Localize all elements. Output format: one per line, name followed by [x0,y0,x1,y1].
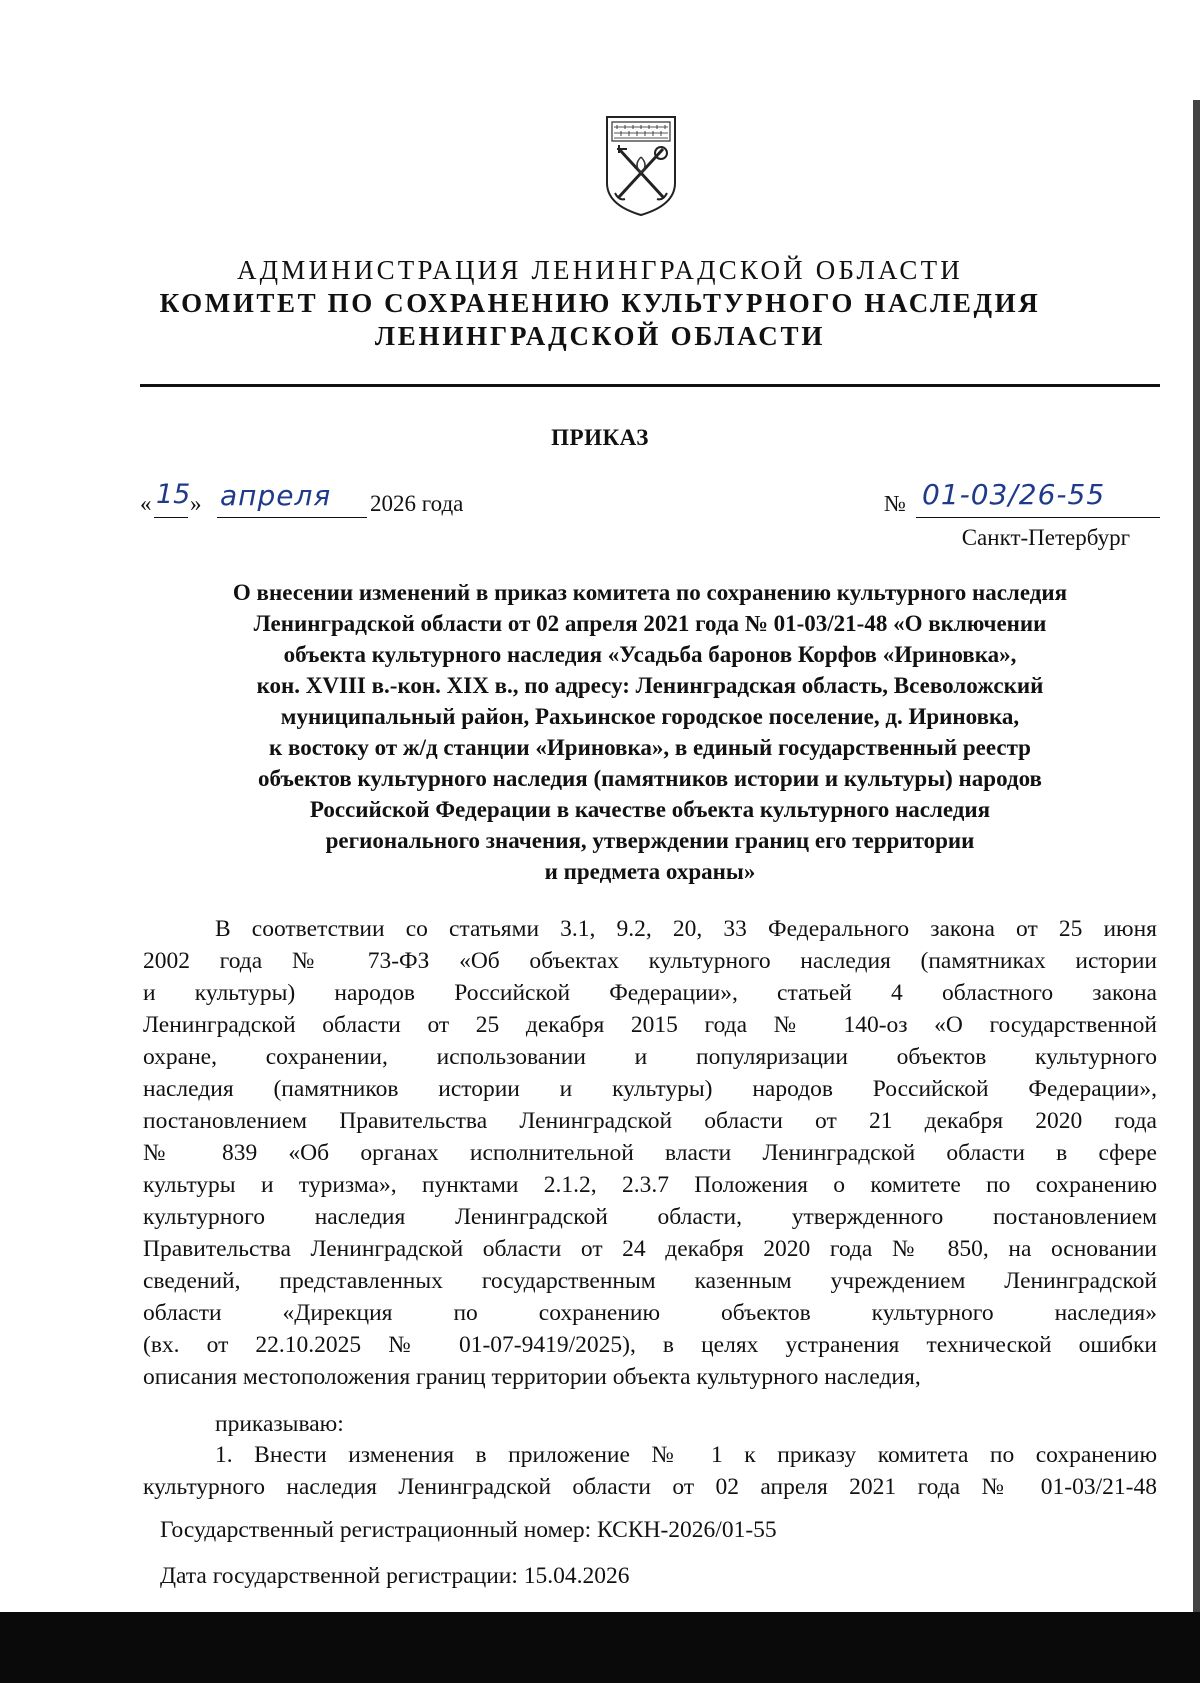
title-line: регионального значения, утверждении границ его территории [325,828,975,853]
document-number [884,478,1164,525]
date-year: 2026 года [370,491,464,516]
date-open-quote: « [140,491,152,516]
body-line: 2002 года № 73-ФЗ «Об объектах культурного наследия (памятниках истории [143,948,1157,974]
body-line: № 839 «Об органах исполнительной власти Ленинградской области в сфере [143,1140,1157,1166]
body-line: Ленинградской области от 25 декабря 2015 года № 140-оз «О государственной [143,1012,1157,1038]
scan-edge-shadow [1193,100,1200,1612]
registration-date: Дата государственной регистрации: 15.04.2026 [160,1563,630,1589]
order-word: приказываю: [215,1411,344,1437]
order-item-1-line-2: культурного наследия Ленинградской области от 02 апреля 2021 года № 01-03/21-48 [143,1474,1157,1500]
order-item-1-line-1: 1. Внести изменения в приложение № 1 к приказу комитета по сохранению [215,1442,1157,1468]
registration-number: Государственный регистрационный номер: КСКН-2026/01-55 [160,1517,777,1543]
body-line: охране, сохранении, использовании и популяризации объектов культурного [143,1044,1157,1070]
body-line: (вх. от 22.10.2025 № 01-07-9419/2025), в целях устранения технической ошибки [143,1332,1157,1358]
date-day-handwritten: 15 [156,479,191,510]
document-type: ПРИКАЗ [551,425,649,450]
title-line: к востоку от ж/д станции «Ириновка», в единый государственный реестр [269,735,1031,760]
organization-committee: КОМИТЕТ ПО СОХРАНЕНИЮ КУЛЬТУРНОГО НАСЛЕДИЯ [159,288,1041,318]
title-line: кон. XVIII в.-кон. XIX в., по адресу: Ленинградская область, Всеволожский [256,673,1044,698]
body-line: культуры и туризма», пунктами 2.1.2, 2.3.7 Положения о комитете по сохранению [143,1172,1157,1198]
body-line: Правительства Ленинградской области от 24 декабря 2020 года № 850, на основании [143,1236,1157,1262]
date-month-handwritten: апреля [220,479,332,512]
document-city: Санкт-Петербург [961,525,1130,550]
body-line: культурного наследия Ленинградской области, утвержденного постановлением [143,1204,1157,1230]
date-close-quote: » [190,491,202,516]
title-line: О внесении изменений в приказ комитета по сохранению культурного наследия [232,580,1068,605]
body-line: сведений, представленных государственным казенным учреждением Ленинградской [143,1268,1157,1294]
body-line: и культуры) народов Российской Федерации», статьей 4 областного закона [143,980,1157,1006]
scan-bottom-bar [0,1612,1200,1683]
body-line: постановлением Правительства Ленинградской области от 21 декабря 2020 года [143,1108,1157,1134]
title-line: Ленинградской области от 02 апреля 2021 года № 01-03/21-48 «О включении [253,611,1047,636]
organization-region: ЛЕНИНГРАДСКОЙ ОБЛАСТИ [374,321,826,351]
header-divider [140,384,1160,387]
leningrad-oblast-coat-of-arms-icon [603,113,679,219]
title-line: муниципальный район, Рахьинское городское поселение, д. Ириновка, [280,704,1020,729]
preamble-paragraph [143,913,1157,1393]
body-line: В соответствии со статьями 3.1, 9.2, 20, 33 Федерального закона от 25 июня [215,916,1157,942]
organization-administration: АДМИНИСТРАЦИЯ ЛЕНИНГРАДСКОЙ ОБЛАСТИ [236,255,963,285]
document-date [140,479,540,525]
body-line: описания местоположения границ территории объекта культурного наследия, [143,1364,921,1390]
document-title [140,577,1160,887]
title-line: Российской Федерации в качестве объекта культурного наследия [309,797,991,822]
number-handwritten: 01-03/26-55 [922,478,1106,511]
title-line: и предмета охраны» [544,859,756,884]
body-line: наследия (памятников истории и культуры) народов Российской Федерации», [143,1076,1157,1102]
body-line: области «Дирекция по сохранению объектов культурного наследия» [143,1300,1157,1326]
title-line: объектов культурного наследия (памятников истории и культуры) народов [258,766,1042,791]
title-line: объекта культурного наследия «Усадьба баронов Корфов «Ириновка», [283,642,1017,667]
number-sign: № [884,491,906,516]
